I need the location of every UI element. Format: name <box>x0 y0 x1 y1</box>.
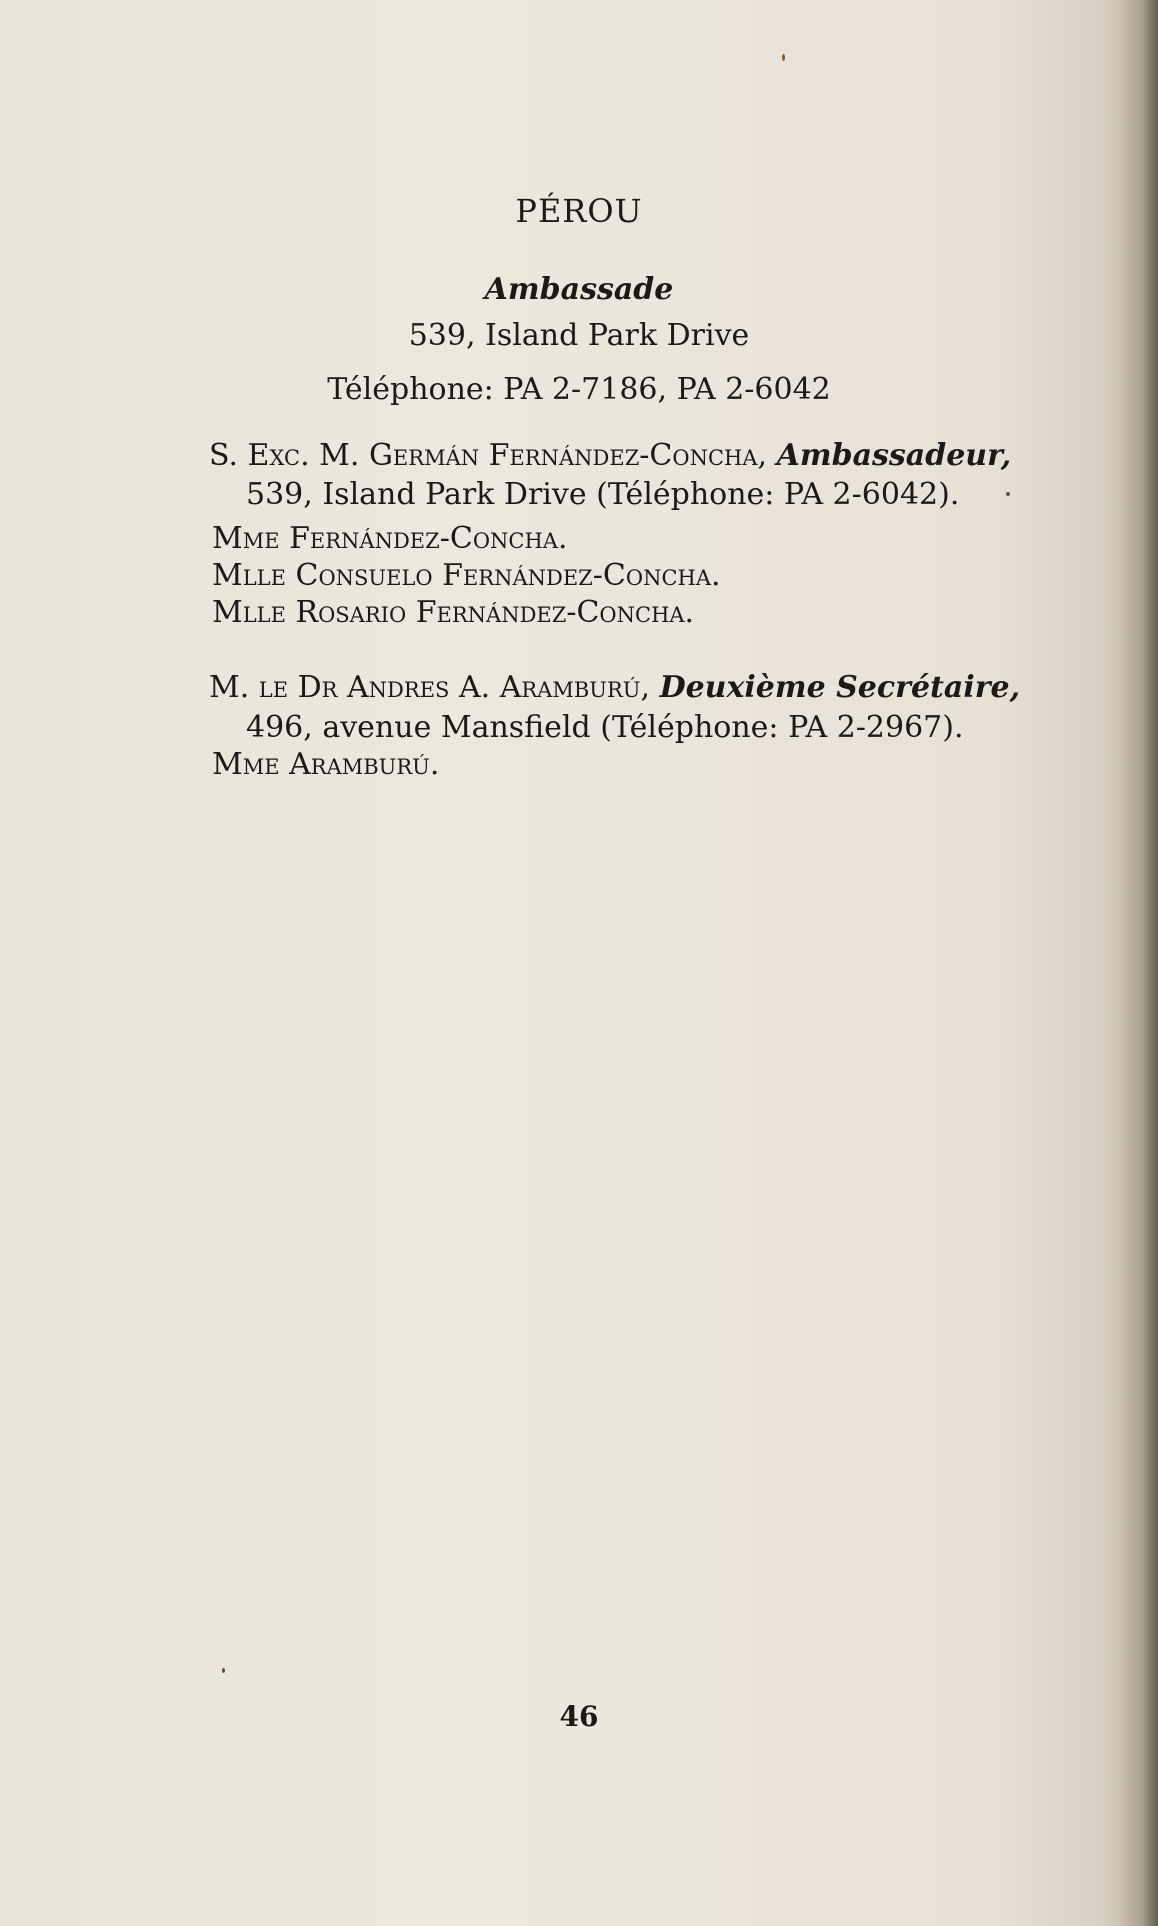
entry-daughter <box>212 595 694 630</box>
paper-speck <box>222 1668 225 1673</box>
entry-name: Fernández-Concha. <box>289 521 568 556</box>
entry-name: Consuelo Fernández-Concha. <box>295 558 721 593</box>
entry-prefix: Mme <box>212 747 290 782</box>
entry-name: Andres A. Aramburú <box>347 670 641 705</box>
entry-name: Germán Fernández-Concha <box>368 438 758 473</box>
entry-prefix: Mlle <box>212 595 296 630</box>
entry-prefix: Mme <box>212 521 290 556</box>
embassy-telephone: Téléphone: PA 2-7186, PA 2-6042 <box>327 372 831 407</box>
entry-spouse <box>212 521 568 556</box>
paper-speck <box>782 54 785 61</box>
entry-separator: , <box>640 670 660 705</box>
entry-prefix: M. le Dr <box>209 670 348 705</box>
entry-name: Aramburú. <box>289 747 440 782</box>
entry-prefix: S. Exc. M. <box>209 438 369 473</box>
page-number: 46 <box>559 1700 599 1733</box>
entry-second-secretary <box>209 670 1020 705</box>
entry-address-line: 539, Island Park Drive (Téléphone: PA 2-6042). <box>246 477 960 512</box>
embassy-address: 539, Island Park Drive <box>408 318 750 353</box>
entry-title: Ambassadeur, <box>776 438 1012 473</box>
entry-ambassador <box>209 438 1011 473</box>
section-subheading: Ambassade <box>484 272 674 307</box>
country-heading: PÉROU <box>515 192 643 230</box>
entry-daughter <box>212 558 721 593</box>
paper-speck <box>1006 492 1010 496</box>
entry-prefix: Mlle <box>212 558 296 593</box>
entry-address-line: 496, avenue Mansfield (Téléphone: PA 2-2967). <box>246 710 964 745</box>
entry-spouse <box>212 747 439 782</box>
entry-separator: , <box>757 438 777 473</box>
entry-title: Deuxième Secrétaire, <box>659 670 1021 705</box>
entry-name: Rosario Fernández-Concha. <box>295 595 695 630</box>
